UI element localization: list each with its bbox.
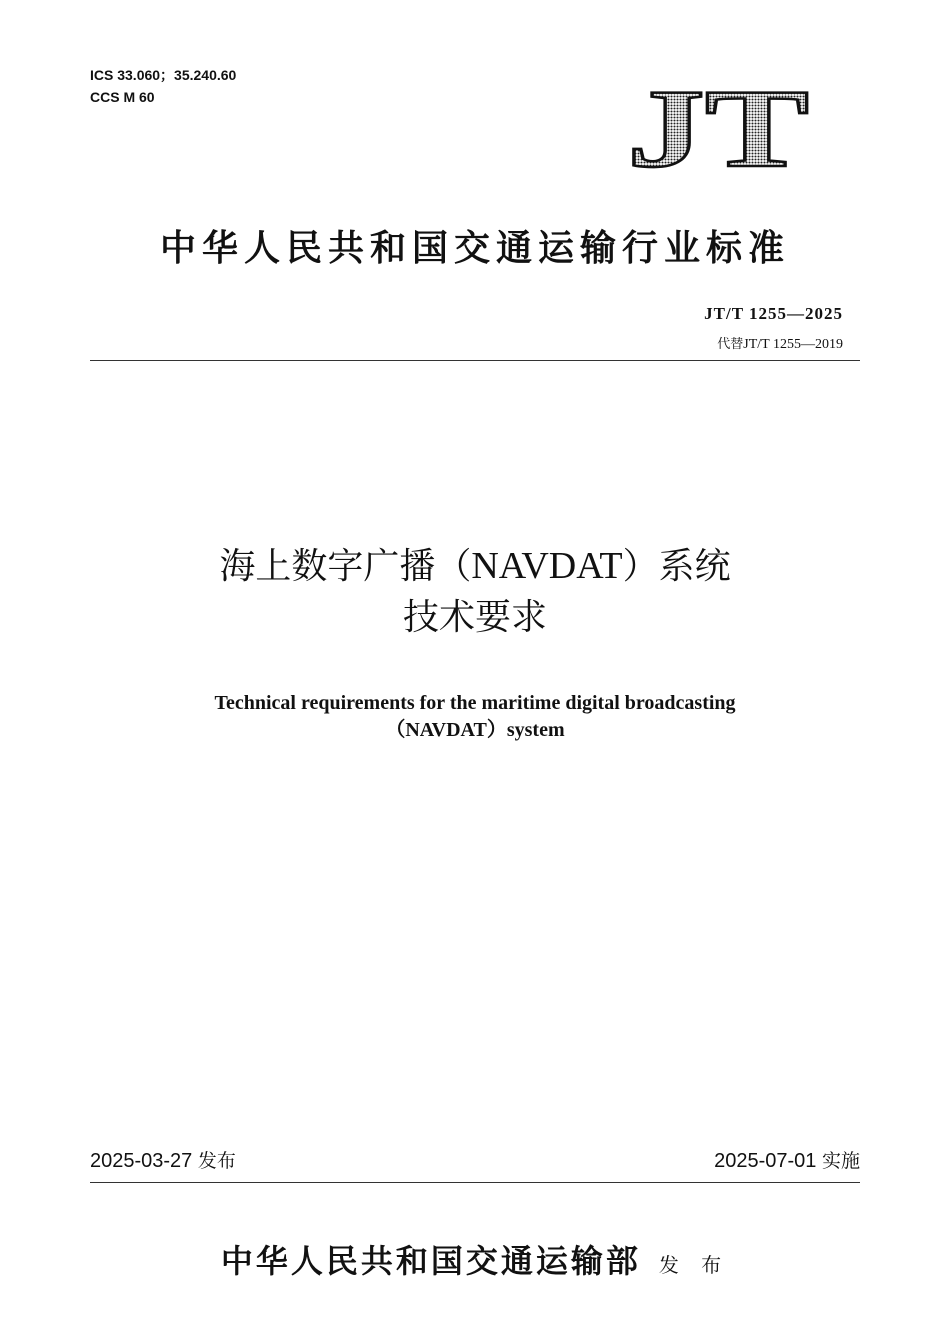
issue-date [90, 1146, 236, 1173]
effective-date-label: 实施 [821, 1150, 860, 1172]
replaces-prefix: 代替 [717, 337, 744, 352]
bottom-divider [90, 1182, 860, 1183]
jt-logo-text: JT [627, 80, 809, 172]
chinese-title-line2: 技术要求 [402, 597, 547, 638]
issue-date-value: 2025-03-27 [90, 1150, 193, 1172]
replaces-number: JT/T 1255—2019 [743, 337, 843, 352]
ics-code: ICS 33.060；35.240.60 [90, 67, 237, 83]
english-title-line1: Technical requirements for the maritime digital broadcasting [214, 692, 736, 714]
chinese-title-part-c: ）系统 [622, 546, 731, 587]
effective-date [714, 1146, 860, 1173]
replaces-standard [717, 333, 843, 353]
english-title-line2: （NAVDAT）system [385, 719, 565, 741]
chinese-title-line1 [0, 541, 950, 592]
chinese-title-part-a: 海上数字广播（ [219, 546, 472, 587]
ccs-code: CCS M 60 [90, 89, 155, 105]
effective-date-value: 2025-07-01 [714, 1150, 817, 1172]
publisher-issue-label: 发 布 [658, 1253, 730, 1277]
publisher [0, 1236, 950, 1282]
top-divider [90, 360, 860, 361]
classification-codes [90, 64, 236, 108]
chinese-title-acronym: NAVDAT [471, 545, 623, 587]
issue-date-label: 发布 [197, 1150, 236, 1172]
jt-logo [625, 80, 811, 172]
publisher-name: 中华人民共和国交通运输部 [220, 1242, 641, 1280]
industry-standard-title: 中华人民共和国交通运输行业标准 [159, 228, 790, 269]
standard-number: JT/T 1255—2025 [704, 304, 843, 323]
